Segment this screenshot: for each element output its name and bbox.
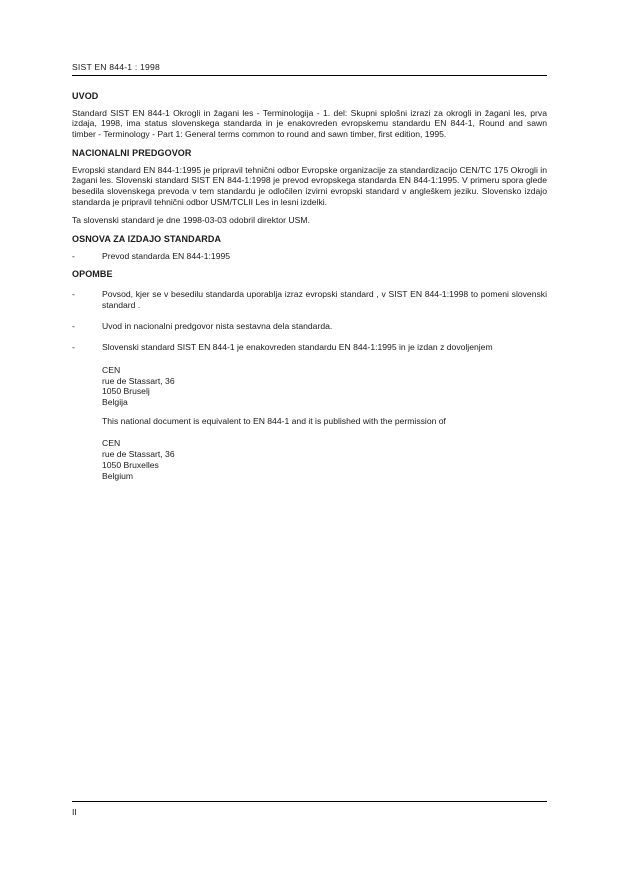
document-code-header: SIST EN 844-1 : 1998 [72, 62, 160, 72]
list-dash: - [72, 250, 75, 261]
address-line: Belgium [102, 470, 134, 481]
uvod-paragraph: Standard SIST EN 844-1 Okrogli in žagani les - Terminologija - 1. del: Skupni splošni izrazi za okrogli in žagani les, prva izdaja, 1998, ima status slovenskega standarda in je enakovreden evropskemu standardu EN 844-1, Round and sawn timber - Terminology - Part 1: General terms common to round and sawn timber, first edition, 1995. [72, 107, 547, 140]
address-english [102, 438, 547, 481]
list-dash: - [72, 342, 75, 353]
footer-rule [72, 801, 547, 802]
opombe-item-1: Povsod, kjer se v besedilu standarda uporablja izraz evropski standard , v SIST EN 844-1:1998 to pomeni slovenski standard . [102, 289, 547, 310]
address-line: 1050 Bruselj [102, 386, 150, 397]
address-line: CEN [102, 438, 121, 449]
list-dash: - [72, 289, 75, 300]
section-osnova [72, 234, 547, 261]
list-dash: - [72, 320, 75, 331]
section-predgovor [72, 148, 547, 226]
predgovor-heading: NACIONALNI PREDGOVOR [72, 147, 192, 158]
section-opombe [72, 269, 547, 481]
opombe-item-2: Uvod in nacionalni predgovor nista sestavna dela standarda. [102, 320, 333, 331]
english-statement: This national document is equivalent to EN 844-1 and it is published with the permission of [102, 415, 446, 426]
uvod-heading: UVOD [72, 91, 99, 101]
address-line: Belgija [102, 397, 128, 408]
document-page [72, 0, 547, 877]
list-item [72, 342, 547, 353]
opombe-heading: OPOMBE [72, 269, 113, 280]
page-content [72, 91, 547, 487]
address-line: 1050 Bruxelles [102, 459, 159, 470]
opombe-item-3: Slovenski standard SIST EN 844-1 je enakovreden standardu EN 844-1:1995 in je izdan z dovoljenjem [102, 342, 493, 353]
osnova-item-text: Prevod standarda EN 844-1:1995 [102, 250, 231, 261]
section-uvod [72, 91, 547, 140]
list-item [72, 321, 547, 332]
list-item [72, 251, 547, 262]
address-line: rue de Stassart, 36 [102, 375, 175, 386]
page-number: II [72, 807, 77, 817]
osnova-heading: OSNOVA ZA IZDAJO STANDARDA [72, 234, 222, 245]
address-line: rue de Stassart, 36 [102, 449, 175, 460]
list-item [72, 289, 547, 310]
predgovor-paragraph-1: Evropski standard EN 844-1:1995 je pripravil tehnični odbor Evropske organizacije za standardizacijo CEN/TC 175 Okrogli in žagani les. Slovenski standard SIST EN 844-1:1998 je prevod evropskega standarda EN 844-1:1995. V primeru spora glede besedila slovenskega prevoda v tem standardu je odločilen izvirni evropski standard v angleškem jeziku. Slovensko izdajo standarda je pripravil tehnični odbor USM/TCLII Les in lesni izdelki. [72, 164, 547, 207]
header-rule [72, 75, 547, 76]
address-slovene [102, 365, 547, 408]
predgovor-paragraph-2: Ta slovenski standard je dne 1998-03-03 odobril direktor USM. [72, 215, 310, 226]
address-line: CEN [102, 364, 121, 375]
